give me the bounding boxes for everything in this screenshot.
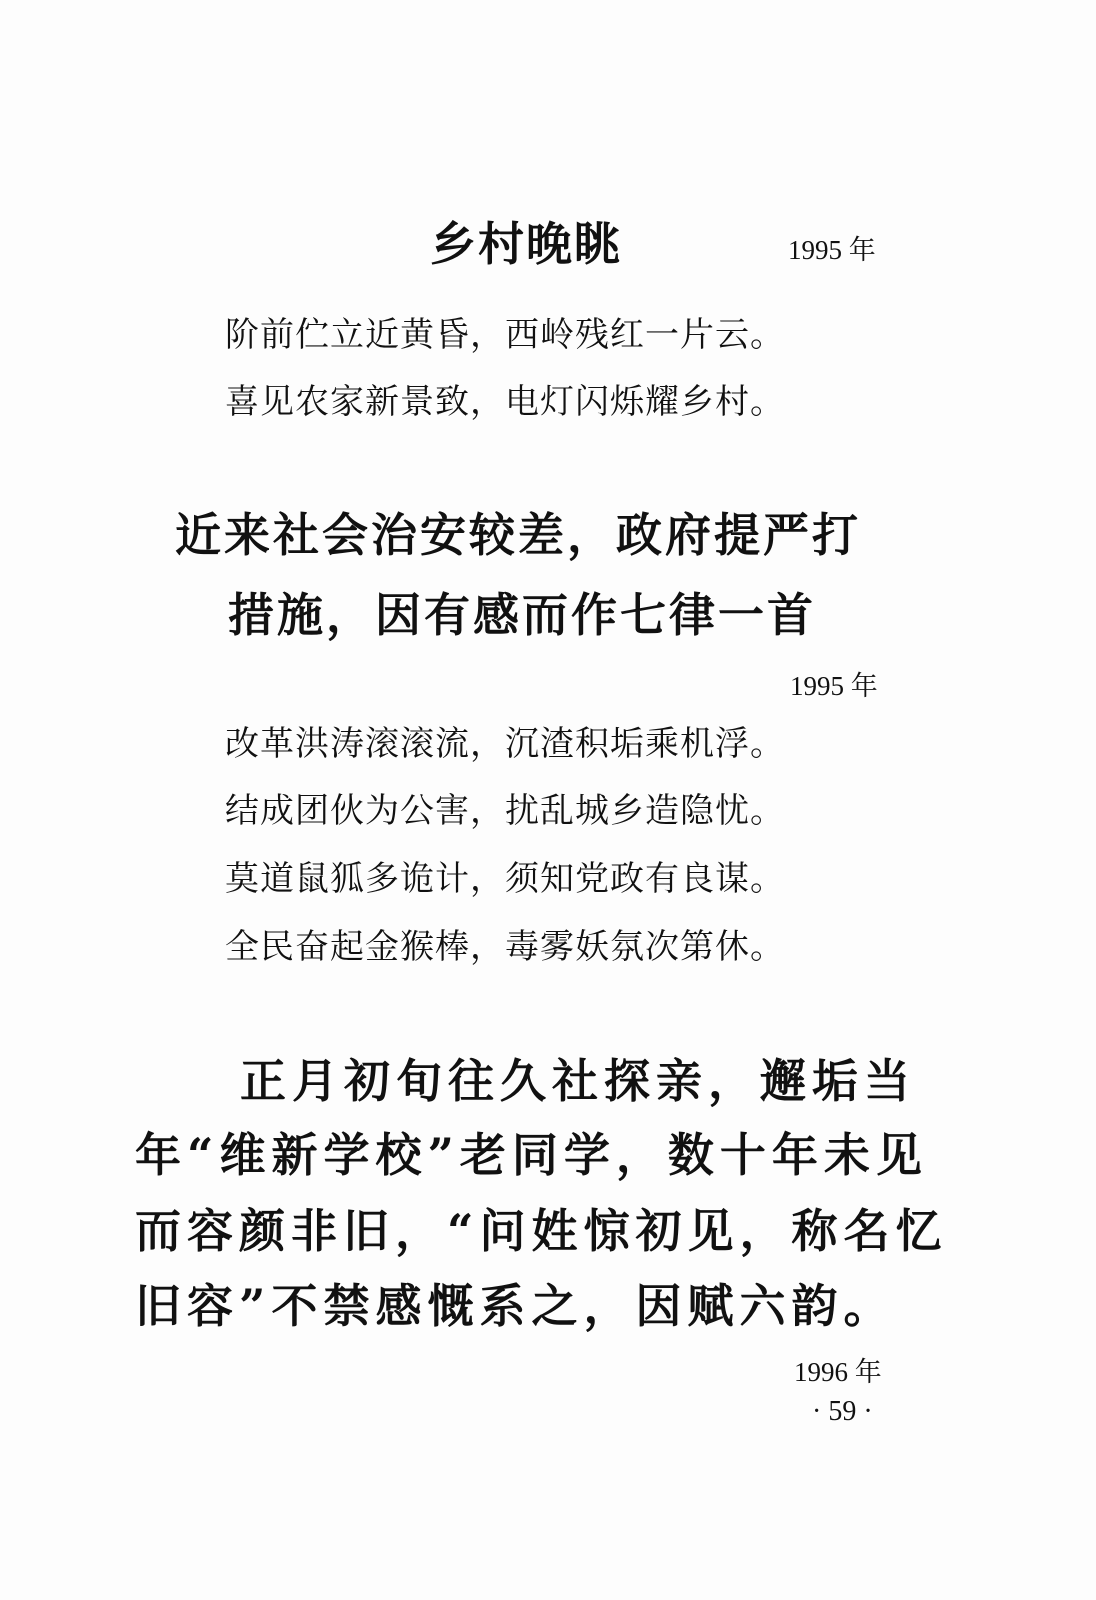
- poem-title-1: 乡村晚眺: [430, 217, 622, 271]
- poem-1-line: 喜见农家新景致，电灯闪烁耀乡村。: [225, 382, 785, 422]
- poem-year-1: 1995 年: [788, 235, 876, 265]
- page-number: · 59 ·: [812, 1396, 873, 1427]
- poem-title-3-line: 旧容”不禁感慨系之，因赋六韵。: [135, 1279, 896, 1333]
- poem-year-3: 1996 年: [794, 1357, 882, 1387]
- poem-1-line: 阶前伫立近黄昏，西岭残红一片云。: [225, 315, 785, 355]
- poem-2-line: 改革洪涛滚滚流，沉渣积垢乘机浮。: [225, 724, 785, 764]
- poem-title-2-line: 措施，因有感而作七律一首: [228, 588, 816, 642]
- poem-2-line: 结成团伙为公害，扰乱城乡造隐忧。: [225, 791, 785, 831]
- poem-2-line: 全民奋起金猴棒，毒雾妖氛次第休。: [225, 927, 785, 967]
- poem-title-3-line: 正月初旬往久社探亲，邂垢当: [240, 1054, 916, 1108]
- poem-2-line: 莫道鼠狐多诡计，须知党政有良谋。: [225, 859, 785, 899]
- poem-title-2-line: 近来社会治安较差，政府提严打: [175, 508, 861, 562]
- poem-year-2: 1995 年: [790, 671, 878, 701]
- poem-title-3-line: 年“维新学校”老同学，数十年未见: [135, 1128, 928, 1182]
- poem-title-3-line: 而容颜非旧，“问姓惊初见，称名忆: [135, 1204, 948, 1258]
